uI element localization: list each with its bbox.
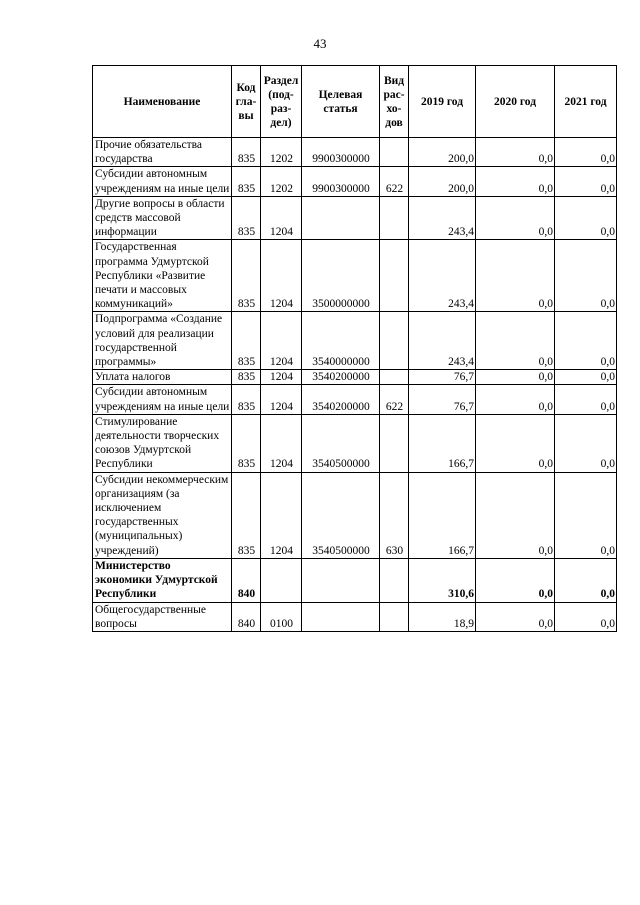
cell-section: 1204 <box>261 370 302 385</box>
cell-2019: 200,0 <box>409 167 476 196</box>
cell-2019: 18,9 <box>409 602 476 631</box>
cell-kind: 630 <box>380 472 409 558</box>
cell-name: Уплата налогов <box>93 370 232 385</box>
cell-2020: 0,0 <box>476 414 555 472</box>
cell-2020: 0,0 <box>476 138 555 167</box>
cell-2021: 0,0 <box>555 240 617 312</box>
cell-target: 3500000000 <box>302 240 380 312</box>
cell-target: 3540200000 <box>302 370 380 385</box>
cell-code: 835 <box>232 240 261 312</box>
cell-target: 3540000000 <box>302 312 380 370</box>
cell-2021: 0,0 <box>555 167 617 196</box>
budget-table <box>92 65 617 632</box>
cell-name: Другие вопросы в области средств массовой информации <box>93 196 232 240</box>
cell-2019: 166,7 <box>409 414 476 472</box>
header-kind: Вид рас- хо- дов <box>380 66 409 138</box>
cell-code: 835 <box>232 414 261 472</box>
cell-2019: 76,7 <box>409 370 476 385</box>
cell-kind <box>380 602 409 631</box>
cell-kind <box>380 558 409 602</box>
header-2021: 2021 год <box>555 66 617 138</box>
cell-kind <box>380 240 409 312</box>
cell-2020: 0,0 <box>476 370 555 385</box>
cell-code: 840 <box>232 602 261 631</box>
header-section: Раздел (под- раз- дел) <box>261 66 302 138</box>
cell-2019: 166,7 <box>409 472 476 558</box>
cell-2021: 0,0 <box>555 414 617 472</box>
table-row <box>93 370 617 385</box>
cell-section: 1204 <box>261 240 302 312</box>
cell-section <box>261 558 302 602</box>
cell-2019: 76,7 <box>409 385 476 414</box>
table-header-row <box>93 66 617 138</box>
cell-2020: 0,0 <box>476 240 555 312</box>
cell-2019: 310,6 <box>409 558 476 602</box>
cell-kind <box>380 414 409 472</box>
cell-2019: 243,4 <box>409 196 476 240</box>
cell-section: 1204 <box>261 472 302 558</box>
cell-section: 1202 <box>261 138 302 167</box>
cell-code: 835 <box>232 472 261 558</box>
header-code: Код гла- вы <box>232 66 261 138</box>
cell-name: Прочие обязательства государства <box>93 138 232 167</box>
cell-section: 1204 <box>261 312 302 370</box>
cell-name: Государственная программа Удмуртской Республики «Развитие печати и массовых коммуникаций» <box>93 240 232 312</box>
cell-2019: 200,0 <box>409 138 476 167</box>
cell-section: 0100 <box>261 602 302 631</box>
cell-kind <box>380 138 409 167</box>
cell-2020: 0,0 <box>476 196 555 240</box>
cell-code: 840 <box>232 558 261 602</box>
table-row <box>93 167 617 196</box>
cell-kind: 622 <box>380 385 409 414</box>
table-row <box>93 558 617 602</box>
table-row <box>93 472 617 558</box>
cell-name: Министерство экономики Удмуртской Республики <box>93 558 232 602</box>
cell-target <box>302 558 380 602</box>
cell-2020: 0,0 <box>476 312 555 370</box>
cell-kind <box>380 312 409 370</box>
cell-target: 9900300000 <box>302 167 380 196</box>
cell-name: Стимулирование деятельности творческих союзов Удмуртской Республики <box>93 414 232 472</box>
header-target: Целевая статья <box>302 66 380 138</box>
cell-2021: 0,0 <box>555 312 617 370</box>
cell-section: 1204 <box>261 385 302 414</box>
header-name: Наименование <box>93 66 232 138</box>
table-row <box>93 385 617 414</box>
cell-target: 3540200000 <box>302 385 380 414</box>
table-row <box>93 138 617 167</box>
cell-2020: 0,0 <box>476 472 555 558</box>
cell-2021: 0,0 <box>555 558 617 602</box>
table-row <box>93 240 617 312</box>
cell-code: 835 <box>232 312 261 370</box>
cell-target: 3540500000 <box>302 414 380 472</box>
cell-name: Субсидии некоммерческим организациям (за исключением государственных (муниципальных) учреждений) <box>93 472 232 558</box>
cell-kind: 622 <box>380 167 409 196</box>
cell-2019: 243,4 <box>409 240 476 312</box>
cell-2021: 0,0 <box>555 196 617 240</box>
cell-2020: 0,0 <box>476 558 555 602</box>
cell-name: Общегосударственные вопросы <box>93 602 232 631</box>
cell-name: Субсидии автономным учреждениям на иные цели <box>93 385 232 414</box>
cell-2021: 0,0 <box>555 602 617 631</box>
cell-code: 835 <box>232 196 261 240</box>
cell-kind <box>380 370 409 385</box>
table-row <box>93 196 617 240</box>
cell-2020: 0,0 <box>476 385 555 414</box>
page-number: 43 <box>313 36 327 51</box>
cell-name: Субсидии автономным учреждениям на иные цели <box>93 167 232 196</box>
cell-name: Подпрограмма «Создание условий для реализации государственной программы» <box>93 312 232 370</box>
table-row <box>93 602 617 631</box>
cell-target <box>302 196 380 240</box>
cell-code: 835 <box>232 370 261 385</box>
header-2019: 2019 год <box>409 66 476 138</box>
cell-2021: 0,0 <box>555 472 617 558</box>
cell-2021: 0,0 <box>555 370 617 385</box>
table-row <box>93 414 617 472</box>
cell-code: 835 <box>232 138 261 167</box>
header-2020: 2020 год <box>476 66 555 138</box>
cell-target: 3540500000 <box>302 472 380 558</box>
cell-2020: 0,0 <box>476 602 555 631</box>
cell-2020: 0,0 <box>476 167 555 196</box>
cell-kind <box>380 196 409 240</box>
cell-code: 835 <box>232 167 261 196</box>
cell-target: 9900300000 <box>302 138 380 167</box>
cell-section: 1204 <box>261 196 302 240</box>
table-row <box>93 312 617 370</box>
cell-2021: 0,0 <box>555 138 617 167</box>
cell-section: 1202 <box>261 167 302 196</box>
cell-section: 1204 <box>261 414 302 472</box>
cell-target <box>302 602 380 631</box>
cell-2019: 243,4 <box>409 312 476 370</box>
cell-code: 835 <box>232 385 261 414</box>
cell-2021: 0,0 <box>555 385 617 414</box>
